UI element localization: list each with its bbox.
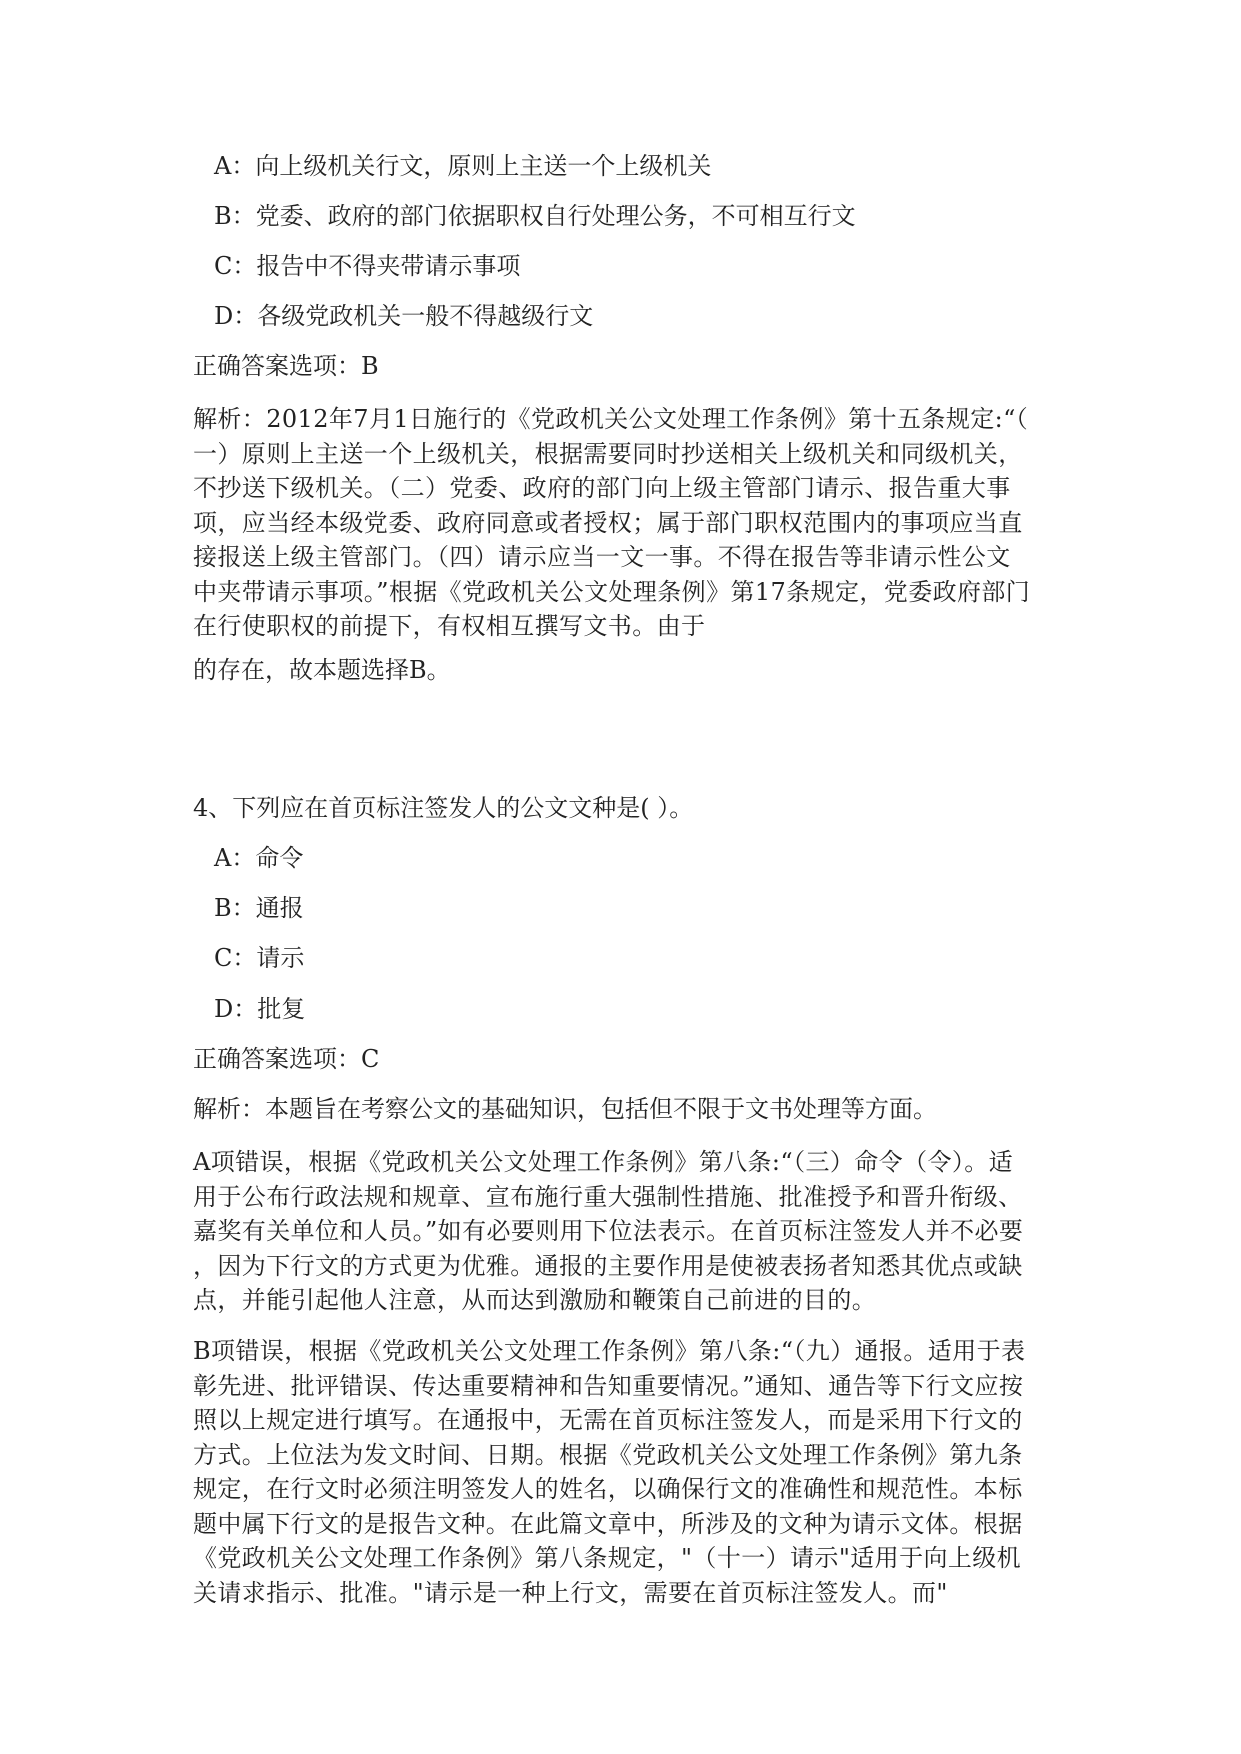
q3-option-d: D：各级党政机关一般不得越级行文 xyxy=(214,302,594,330)
q3-answer: 正确答案选项：B xyxy=(193,352,379,380)
q4-option-d: D：批复 xyxy=(214,995,306,1023)
q3-analysis-line: 接报送上级主管部门。（四）请示应当一文一事。不得在报告等非请示性公文 xyxy=(193,543,1011,571)
q4-item-b-line: 题中属下行文的是报告文种。在此篇文章中，所涉及的文种为请示文体。根据 xyxy=(193,1509,1023,1538)
q3-analysis-line: 不抄送下级机关。（二）党委、政府的部门向上级主管部门请示、报告重大事 xyxy=(193,474,1011,502)
q3-analysis-line: 一）原则上主送一个上级机关，根据需要同时抄送相关上级机关和同级机关， xyxy=(193,439,1023,468)
q4-option-a: A：命令 xyxy=(214,844,304,872)
q3-analysis-line: 在行使职权的前提下，有权相互撰写文书。由于 xyxy=(193,612,706,640)
q3-analysis-line: 解析：2012年7月1日施行的《党政机关公文处理工作条例》第十五条规定:“（ xyxy=(193,405,1029,433)
q4-item-a-line: 点，并能引起他人注意，从而达到激励和鞭策自己前进的目的。 xyxy=(193,1286,877,1314)
q3-analysis-tail: 的存在，故本题选择B。 xyxy=(193,656,451,684)
q4-item-a-line: 用于公布行政法规和规章、宣布施行重大强制性措施、批准授予和晋升衔级、 xyxy=(193,1182,1023,1211)
q4-item-a-line: 嘉奖有关单位和人员。”如有必要则用下位法表示。在首页标注签发人并不必要 xyxy=(193,1217,1024,1245)
q4-item-a-line: A项错误，根据《党政机关公文处理工作条例》第八条:“（三）命令（令）。适 xyxy=(193,1148,1014,1176)
q3-option-a: A：向上级机关行文，原则上主送一个上级机关 xyxy=(214,152,712,180)
q3-analysis-line: 中夹带请示事项。”根据《党政机关公文处理条例》第17条规定，党委政府部门 xyxy=(193,577,1031,606)
q3-option-c: C：报告中不得夹带请示事项 xyxy=(214,252,521,280)
q4-item-b-line: 照以上规定进行填写。在通报中，无需在首页标注签发人，而是采用下行文的 xyxy=(193,1406,1023,1434)
q4-item-b-line: 彰先进、批评错误、传达重要精神和告知重要情况。”通知、通告等下行文应按 xyxy=(193,1371,1024,1400)
q4-item-b-line: B项错误，根据《党政机关公文处理工作条例》第八条:“（九）通报。适用于表 xyxy=(193,1337,1026,1365)
q4-answer: 正确答案选项：C xyxy=(193,1045,380,1073)
q4-analysis-intro: 解析：本题旨在考察公文的基础知识，包括但不限于文书处理等方面。 xyxy=(193,1095,937,1123)
q4-item-b-analysis xyxy=(193,1334,1063,1610)
q4-question: 4、下列应在首页标注签发人的公文文种是( ）。 xyxy=(193,794,694,822)
q3-analysis xyxy=(193,402,1063,644)
q4-item-b-line: 方式。上位法为发文时间、日期。根据《党政机关公文处理工作条例》第九条 xyxy=(193,1440,1023,1469)
q4-item-a-line: ，因为下行文的方式更为优雅。通报的主要作用是使被表扬者知悉其优点或缺 xyxy=(193,1251,1023,1280)
q4-item-a-analysis xyxy=(193,1145,1063,1318)
q4-option-c: C：请示 xyxy=(214,944,305,972)
q4-item-b-line: 规定，在行文时必须注明签发人的姓名，以确保行文的准确性和规范性。本标 xyxy=(193,1475,1023,1503)
q3-option-b: B：党委、政府的部门依据职权自行处理公务，不可相互行文 xyxy=(214,202,856,230)
q4-item-b-line: 《党政机关公文处理工作条例》第八条规定，"（十一）请示"适用于向上级机 xyxy=(193,1544,1022,1572)
q4-item-b-line: 关请求指示、批准。"请示是一种上行文，需要在首页标注签发人。而" xyxy=(193,1578,948,1607)
q3-analysis-line: 项，应当经本级党委、政府同意或者授权；属于部门职权范围内的事项应当直 xyxy=(193,508,1023,537)
q4-option-b: B：通报 xyxy=(214,894,304,922)
